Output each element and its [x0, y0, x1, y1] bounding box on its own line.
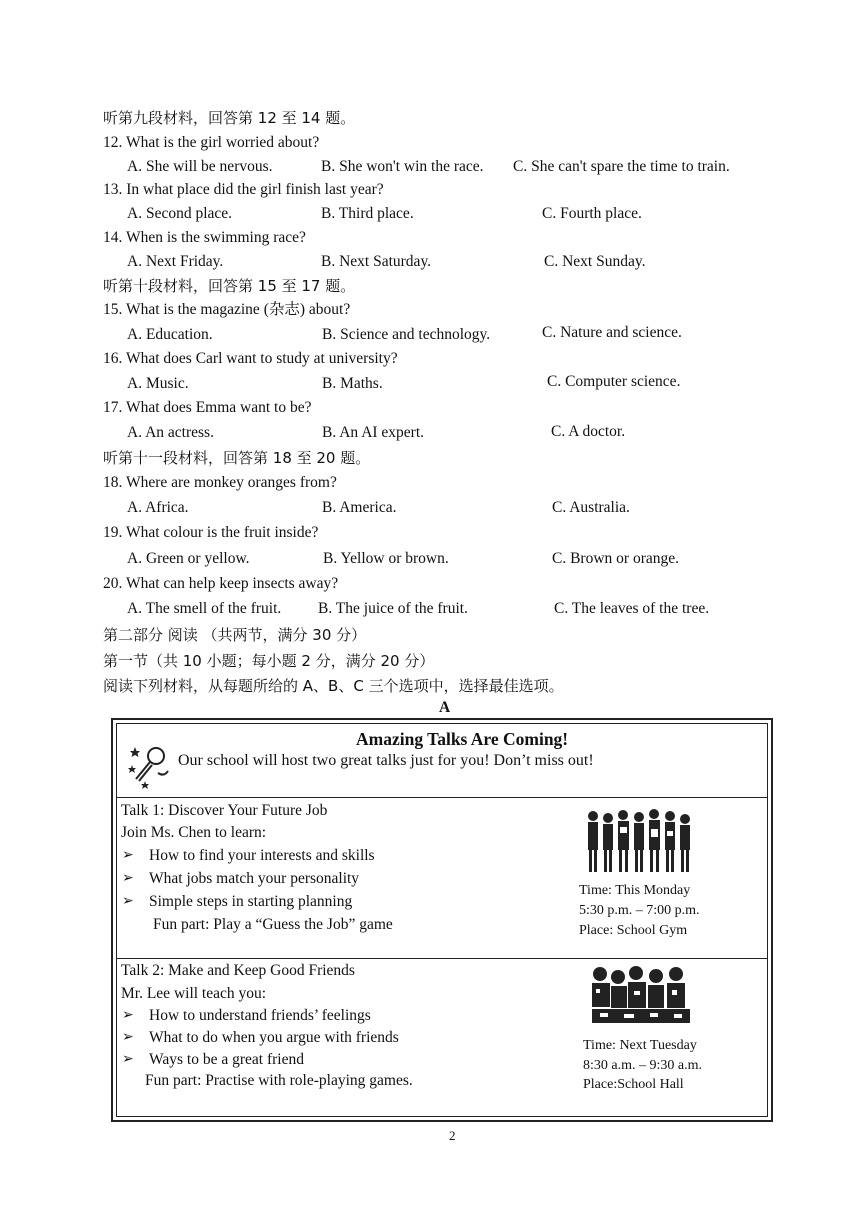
- q19-option-b: B. Yellow or brown.: [323, 550, 449, 567]
- q13-option-b: B. Third place.: [321, 205, 414, 222]
- page-number: 2: [449, 1128, 456, 1143]
- q18-option-b: B. America.: [322, 499, 397, 516]
- reading-instructions: 阅读下列材料，从每题所给的 A、B、C 三个选项中，选择最佳选项。: [103, 677, 564, 695]
- q16-option-a: A. Music.: [127, 375, 189, 392]
- q12-option-b: B. She won't win the race.: [321, 158, 484, 175]
- reading-part-title: 第二部分 阅读 （共两节，满分 30 分）: [103, 626, 367, 644]
- q13-option-a: A. Second place.: [127, 205, 233, 222]
- q18-option-c: C. Australia.: [552, 499, 630, 516]
- part11-heading: 听第十一段材料，回答第 18 至 20 题。: [103, 449, 371, 467]
- q17-option-a: A. An actress.: [127, 424, 214, 441]
- bullet-arrow-icon: ➢: [122, 871, 134, 886]
- workers-illustration: [583, 807, 695, 877]
- talk2-point: What to do when you argue with friends: [149, 1029, 399, 1046]
- q18-option-a: A. Africa.: [127, 499, 189, 516]
- talk1-place: Place: School Gym: [579, 923, 688, 938]
- question-18: 18. Where are monkey oranges from?: [103, 474, 337, 491]
- talk2-hours: 8:30 a.m. – 9:30 a.m.: [583, 1058, 702, 1073]
- question-13: 13. In what place did the girl finish last year?: [103, 181, 384, 198]
- talk1-point: How to find your interests and skills: [149, 847, 375, 864]
- q20-option-a: A. The smell of the fruit.: [127, 600, 282, 617]
- bullet-arrow-icon: ➢: [122, 1052, 134, 1067]
- talk1-fun-part: Fun part: Play a “Guess the Job” game: [153, 916, 393, 933]
- q15-option-c: C. Nature and science.: [542, 324, 682, 341]
- question-16: 16. What does Carl want to study at university?: [103, 350, 398, 367]
- part10-heading: 听第十段材料，回答第 15 至 17 题。: [103, 277, 356, 295]
- divider: [117, 797, 767, 798]
- q17-option-c: C. A doctor.: [551, 423, 626, 440]
- passage-letter: A: [439, 699, 451, 716]
- q16-option-b: B. Maths.: [322, 375, 383, 392]
- q12-option-c: C. She can't spare the time to train.: [513, 158, 730, 175]
- part9-heading: 听第九段材料，回答第 12 至 14 题。: [103, 109, 356, 127]
- talk2-point: How to understand friends’ feelings: [149, 1007, 371, 1024]
- friends-illustration: [588, 965, 698, 1027]
- divider: [117, 958, 767, 959]
- microphone-icon: [127, 743, 171, 789]
- q20-option-c: C. The leaves of the tree.: [554, 600, 710, 617]
- bullet-arrow-icon: ➢: [122, 1030, 134, 1045]
- talk2-time: Time: Next Tuesday: [583, 1038, 697, 1053]
- question-19: 19. What colour is the fruit inside?: [103, 524, 319, 541]
- q17-option-b: B. An AI expert.: [322, 424, 425, 441]
- notice-title: Amazing Talks Are Coming!: [356, 729, 569, 749]
- talk2-point: Ways to be a great friend: [149, 1051, 304, 1068]
- q14-option-b: B. Next Saturday.: [321, 253, 432, 270]
- q13-option-c: C. Fourth place.: [542, 205, 642, 222]
- q15-option-a: A. Education.: [127, 326, 213, 343]
- talk2-heading: Talk 2: Make and Keep Good Friends: [121, 962, 355, 979]
- talk1-hours: 5:30 p.m. – 7:00 p.m.: [579, 903, 700, 918]
- q16-option-c: C. Computer science.: [547, 373, 681, 390]
- bullet-arrow-icon: ➢: [122, 848, 134, 863]
- talk2-fun-part: Fun part: Practise with role-playing games.: [145, 1072, 413, 1089]
- bullet-arrow-icon: ➢: [122, 1008, 134, 1023]
- q19-option-a: A. Green or yellow.: [127, 550, 250, 567]
- q14-option-a: A. Next Friday.: [127, 253, 224, 270]
- reading-section-title: 第一节（共 10 小题；每小题 2 分，满分 20 分）: [103, 652, 435, 670]
- q12-option-a: A. She will be nervous.: [127, 158, 273, 175]
- q19-option-c: C. Brown or orange.: [552, 550, 679, 567]
- notice-intro: Our school will host two great talks just for you! Don’t miss out!: [178, 752, 594, 769]
- question-15: 15. What is the magazine (杂志) about?: [103, 301, 351, 318]
- talk1-heading: Talk 1: Discover Your Future Job: [121, 802, 328, 819]
- q15-option-b: B. Science and technology.: [322, 326, 491, 343]
- q20-option-b: B. The juice of the fruit.: [318, 600, 468, 617]
- talk2-place: Place:School Hall: [583, 1077, 684, 1092]
- talk1-time: Time: This Monday: [579, 883, 691, 898]
- talk1-point: What jobs match your personality: [149, 870, 360, 887]
- bullet-arrow-icon: ➢: [122, 894, 134, 909]
- q14-option-c: C. Next Sunday.: [544, 253, 646, 270]
- question-17: 17. What does Emma want to be?: [103, 399, 312, 416]
- talk1-point: Simple steps in starting planning: [149, 893, 353, 910]
- question-12: 12. What is the girl worried about?: [103, 134, 320, 151]
- talk1-lead: Join Ms. Chen to learn:: [121, 824, 267, 841]
- question-14: 14. When is the swimming race?: [103, 229, 306, 246]
- question-20: 20. What can help keep insects away?: [103, 575, 339, 592]
- talk2-lead: Mr. Lee will teach you:: [121, 985, 267, 1002]
